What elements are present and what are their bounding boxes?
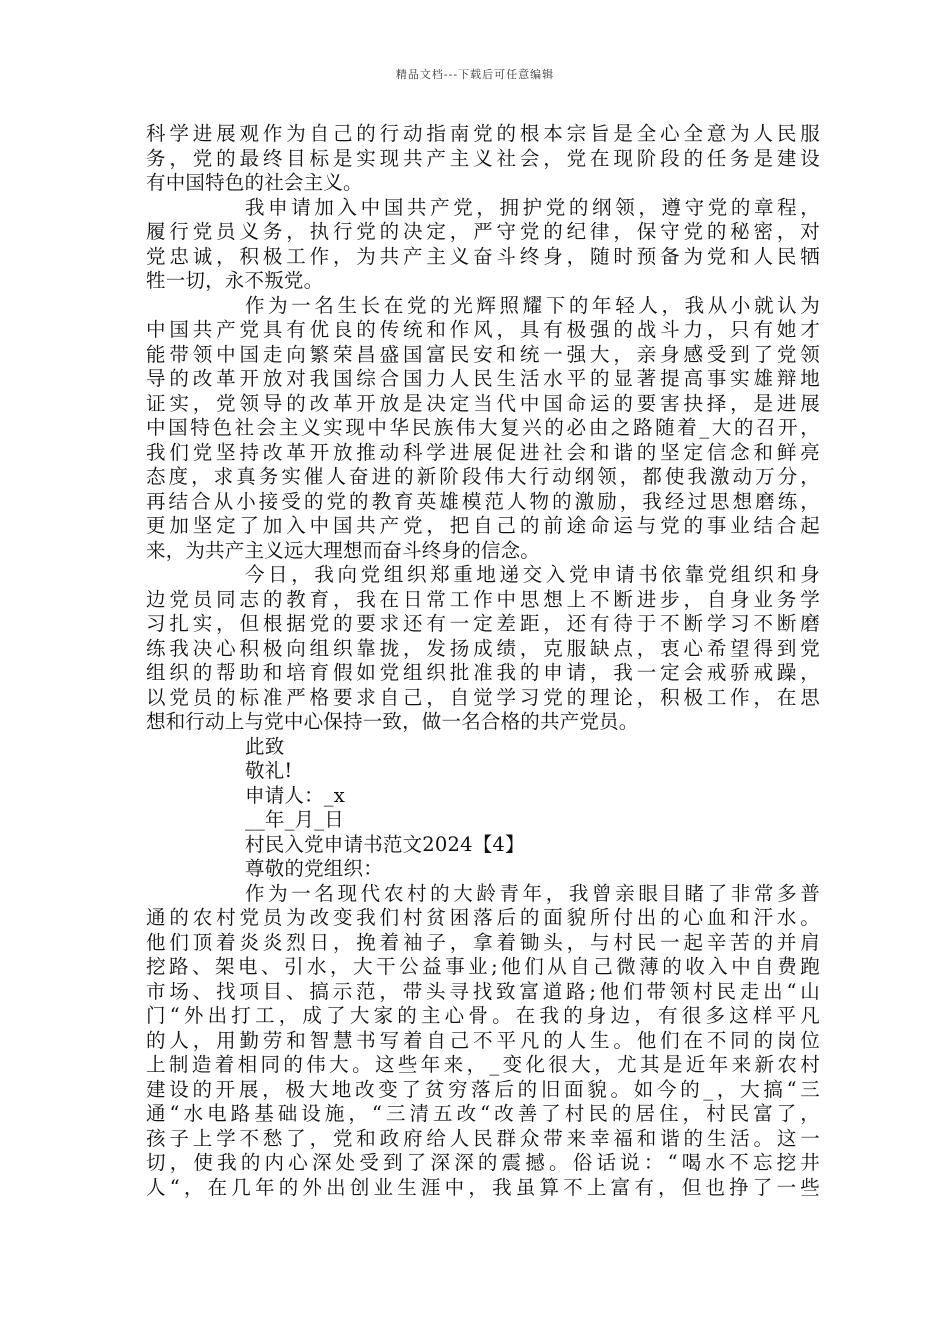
text-line: 此致 [245, 734, 285, 758]
text-line: 务，党的最终目标是实现共产主义社会，党在现阶段的任务是建设 [146, 146, 820, 170]
text-line: 申请人：_x [245, 783, 345, 807]
text-line: 作为一名生长在党的光辉照耀下的年轻人，我从小就认为 [245, 293, 820, 317]
text-line: 他们顶着炎炎烈日，挽着袖子，拿着锄头，与村民一起辛苦的并肩 [146, 930, 820, 954]
text-line: 导的改革开放对我国综合国力人民生活水平的显著提高事实雄辩地 [146, 367, 820, 390]
text-line: 中国特色社会主义实现中华民族伟大复兴的必由之路随着_大的召开， [146, 416, 820, 439]
text-line: 尊敬的党组织： [245, 857, 383, 880]
text-line: 履行党员义务，执行党的决定，严守党的纪律，保守党的秘密，对 [146, 220, 820, 243]
text-line: 态度，求真务实催人奋进的新阶段伟大行动纲领，都使我激动万分， [146, 465, 820, 488]
text-line: 我们党坚持改革开放推动科学进展促进社会和谐的坚定信念和鲜亮 [146, 440, 820, 464]
text-line: 科学进展观作为自己的行动指南党的根本宗旨是全心全意为人民服 [146, 122, 820, 145]
text-line: 练我决心积极向组织靠拢，发扬成绩，克服缺点，衷心希望得到党 [146, 636, 820, 660]
text-line: 党忠诚，积极工作，为共产主义奋斗终身，随时预备为党和人民牺 [146, 244, 820, 268]
text-line: 市场、找项目、搞示范，带头寻找致富道路;他们带领村民走出“山 [146, 979, 820, 1003]
text-line: 切，使我的内心深处受到了深深的震撼。俗话说：“喝水不忘挖井 [146, 1151, 820, 1174]
text-line: 挖路、架电、引水，大干公益事业;他们从自己微薄的收入中自费跑 [146, 955, 820, 978]
text-line: 再结合从小接受的党的教育英雄模范人物的激励，我经过思想磨练， [146, 489, 820, 513]
text-line: 我申请加入中国共产党，拥护党的纲领，遵守党的章程， [245, 195, 820, 219]
text-line: 牲一切，永不叛党。 [146, 269, 324, 292]
text-line: 有中国特色的社会主义。 [146, 171, 363, 194]
text-line: 通“水电路基础设施，“三清五改“改善了村民的居住，村民富了， [146, 1102, 820, 1125]
document-body [146, 122, 820, 1200]
text-line: 来，为共产主义远大理想而奋斗终身的信念。 [146, 538, 541, 562]
text-line: 敬礼! [245, 759, 293, 782]
text-line: 门“外出打工，成了大家的主心骨。在我的身边，有很多这样平凡 [146, 1004, 820, 1027]
text-line: 组织的帮助和培育假如党组织批准我的申请，我一定会戒骄戒躁， [146, 661, 820, 684]
text-line: 村民入党申请书范文2024【4】 [245, 832, 525, 856]
text-line: 证实，党领导的改革开放是决定当代中国命运的要害抉择，是进展 [146, 391, 820, 415]
text-line: __年_月_日 [245, 808, 344, 831]
text-line: 的人，用勤劳和智慧书写着自己不平凡的人生。他们在不同的岗位 [146, 1028, 820, 1052]
text-line: 通的农村党员为改变我们村贫困落后的面貌所付出的心血和汗水。 [146, 906, 820, 929]
text-line: 能带领中国走向繁荣昌盛国富民安和统一强大，亲身感受到了党领 [146, 342, 820, 366]
text-line: 更加坚定了加入中国共产党，把自己的前途命运与党的事业结合起 [146, 514, 820, 537]
text-line: 边党员同志的教育，我在日常工作中思想上不断进步，自身业务学 [146, 587, 820, 611]
text-line: 作为一名现代农村的大龄青年，我曾亲眼目睹了非常多普 [245, 881, 820, 905]
text-line: 以党员的标准严格要求自己，自觉学习党的理论，积极工作，在思 [146, 685, 820, 709]
text-line: 想和行动上与党中心保持一致，做一名合格的共产党员。 [146, 710, 639, 733]
page-header: 精品文档---下载后可任意编辑 [395, 68, 555, 81]
text-line: 今日，我向党组织郑重地递交入党申请书依靠党组织和身 [245, 563, 820, 586]
text-line: 建设的开展，极大地改变了贫穷落后的旧面貌。如今的_，大搞“三 [146, 1077, 820, 1101]
text-line: 孩子上学不愁了，党和政府给人民群众带来幸福和谐的生活。这一 [146, 1126, 820, 1150]
text-line: 人“，在几年的外出创业生涯中，我虽算不上富有，但也挣了一些 [146, 1175, 820, 1199]
text-line: 上制造着相同的伟大。这些年来，_变化很大，尤其是近年来新农村 [146, 1053, 820, 1076]
text-line: 中国共产党具有优良的传统和作风，具有极强的战斗力，只有她才 [146, 318, 820, 341]
text-line: 习扎实，但根据党的要求还有一定差距，还有待于不断学习不断磨 [146, 612, 820, 635]
